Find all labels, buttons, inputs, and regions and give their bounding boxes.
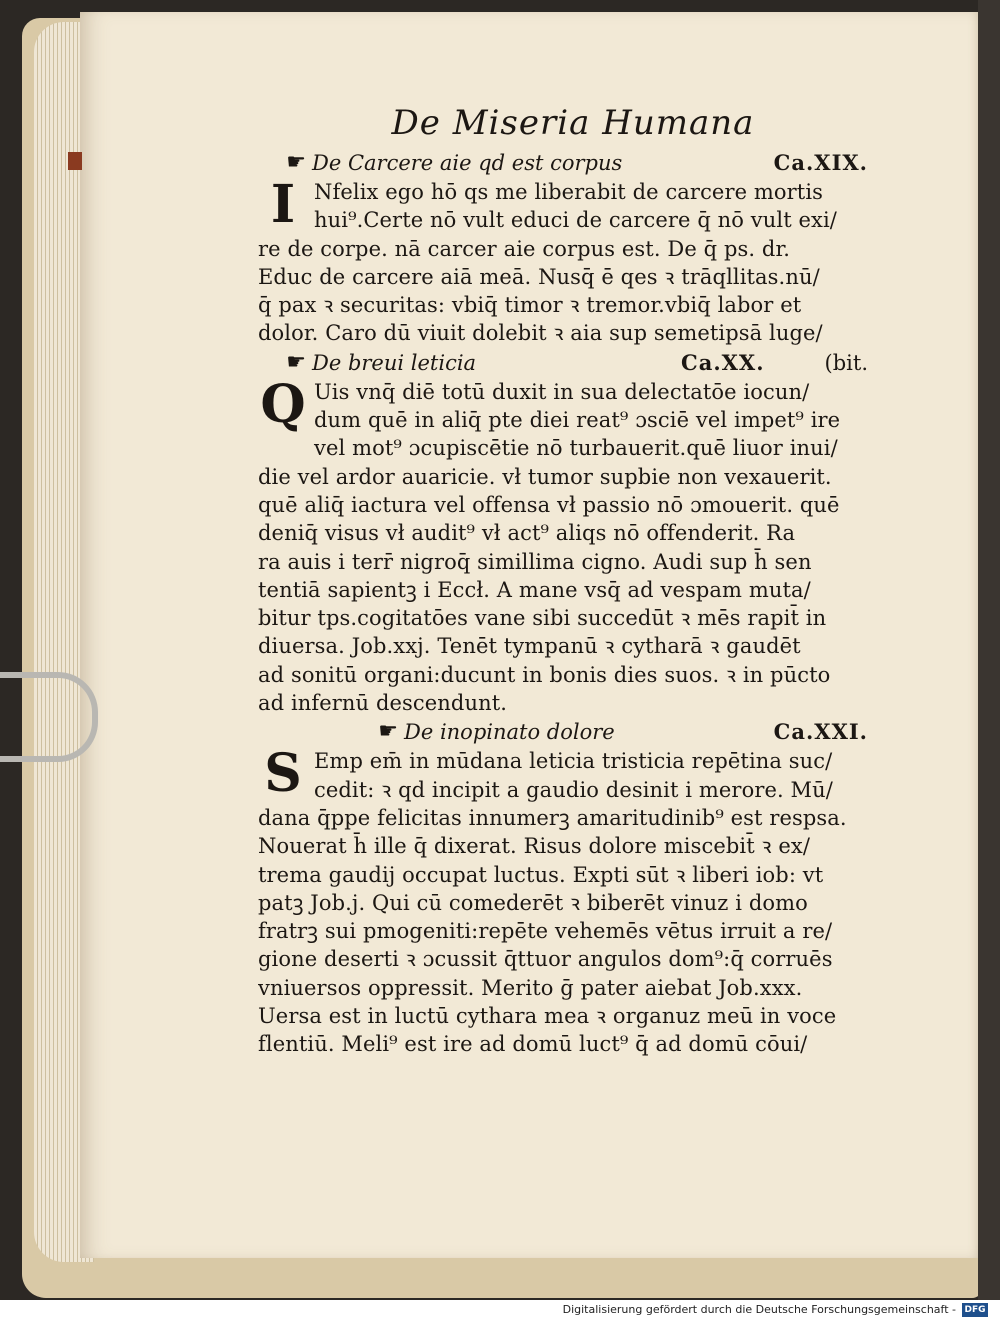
text-line: vel mot⁹ ɔcupiscētie nō turbauerit.quē liuor inui/	[314, 436, 838, 461]
text-line: hui⁹.Certe nō vult educi de carcere q̄ nō vult exi/	[314, 208, 837, 233]
chapter-19	[258, 148, 868, 348]
text-block	[258, 98, 868, 1059]
running-head: De Miseria Humana	[391, 103, 755, 143]
text-line: q̄ pax ꝛ securitas: vbiq̄ timor ꝛ tremor.vbiq̄ labor et	[258, 293, 802, 318]
chapter-number: Ca.XXI.	[773, 719, 868, 745]
chapter-heading	[258, 348, 868, 378]
text-line: Educ de carcere aiā meā. Nusq̄ ē qes ꝛ trāqllitas.nū/	[258, 264, 820, 289]
drop-initial: Q	[260, 373, 306, 435]
text-line: ra auis i terr̄ nigroq̄ simillima cigno. Audi sup h̄ sen	[258, 549, 812, 574]
chapter-title: De inopinato dolore	[404, 720, 615, 745]
text-line: Uis vnq̄ diē totū duxit in sua delectatōe iocun/	[314, 379, 810, 404]
pointing-hand-icon: ☛	[286, 150, 306, 175]
drop-initial: S	[264, 743, 302, 805]
text-line: quē aliq̄ iactura vel offensa vł passio nō ɔmouerit. quē	[258, 492, 840, 517]
paper-clip	[0, 672, 98, 762]
text-line: dum quē in aliq̄ pte diei reat⁹ ɔsciē vel impet⁹ ire	[314, 408, 841, 433]
text-line: tentiā sapientꝫ i Eccł. A mane vsq̄ ad vespam muta/	[258, 577, 811, 602]
dfg-logo[interactable]: DFG	[962, 1303, 988, 1317]
drop-initial: I	[270, 174, 296, 235]
text-line: re de corpe. nā carcer aie corpus est. De q̄ ps. dr.	[258, 236, 791, 261]
text-line: fratrꝫ sui pmogeniti:repēte vehemēs vētus irruit a re/	[258, 919, 833, 944]
pointing-hand-icon: ☛	[378, 719, 398, 745]
chapter-title: De breui leticia	[312, 350, 477, 375]
text-line: dolor. Caro dū viuit dolebit ꝛ aia sup semetipsā luge/	[258, 321, 823, 346]
text-line: dana q̄ppe felicitas innumerꝫ amaritudinib⁹ est respsa.	[258, 805, 847, 830]
text-line: Emp em̄ in mūdana leticia tristicia repētina suc/	[314, 749, 833, 774]
chapter-heading	[258, 148, 868, 178]
text-line: ad sonitū organi:ducunt in bonis dies suos. ꝛ in pūcto	[258, 662, 831, 687]
text-line: deniq̄ visus vł audit⁹ vł act⁹ aliqs nō offenderit. Ra	[258, 521, 796, 546]
text-line: flentiū. Meli⁹ est ire ad domū luct⁹ q̄ ad domū cōui/	[258, 1032, 808, 1057]
chapter-heading	[258, 717, 868, 747]
text-line: vniuersos oppressit. Merito ḡ pater aiebat Job.xxx.	[258, 975, 803, 1000]
footer-bar	[0, 1300, 1000, 1320]
chapter-title: De Carcere aie qd est corpus	[312, 151, 623, 175]
text-line: ad infernū descendunt.	[258, 691, 508, 716]
chapter-20	[258, 348, 868, 718]
text-line: patꝫ Job.j. Qui cū comederēt ꝛ biberēt vinuz i domo	[258, 890, 808, 915]
book-spine	[978, 0, 1000, 1300]
chapter-number: Ca.XX.	[681, 349, 765, 375]
text-line: Nfelix ego hō qs me liberabit de carcere mortis	[314, 180, 824, 204]
text-line: trema gaudij occupat luctus. Expti sūt ꝛ liberi iob: vt	[258, 862, 824, 887]
text-line: die vel ardor auaricie. vł tumor supbie non vexauerit.	[258, 464, 832, 489]
carry-over-word: (bit.	[824, 350, 868, 375]
text-line: Nouerat h̄ ille q̄ dixerat. Risus dolore miscebit̄ ꝛ ex/	[258, 834, 811, 859]
chapter-number: Ca.XIX.	[773, 150, 868, 175]
chapter-21	[258, 717, 868, 1058]
bookmark-ribbon	[68, 152, 82, 170]
text-line: cedit: ꝛ qd incipit a gaudio desinit i merore. Mū/	[314, 777, 833, 802]
text-line: Uersa est in luctū cythara mea ꝛ organuz meū in voce	[258, 1004, 837, 1029]
text-line: gione deserti ꝛ ɔcussit q̄ttuor angulos dom⁹:q̄ corruēs	[258, 947, 833, 972]
funding-credit: Digitalisierung gefördert durch die Deutsche Forschungsgemeinschaft -	[562, 1303, 956, 1316]
text-line: diuersa. Job.xxj. Tenēt tympanū ꝛ cytharā ꝛ gaudēt	[258, 634, 801, 659]
text-line: bitur tps.cogitatōes vane sibi succedūt ꝛ mēs rapit̄ in	[258, 606, 827, 631]
pointing-hand-icon: ☛	[286, 349, 306, 375]
